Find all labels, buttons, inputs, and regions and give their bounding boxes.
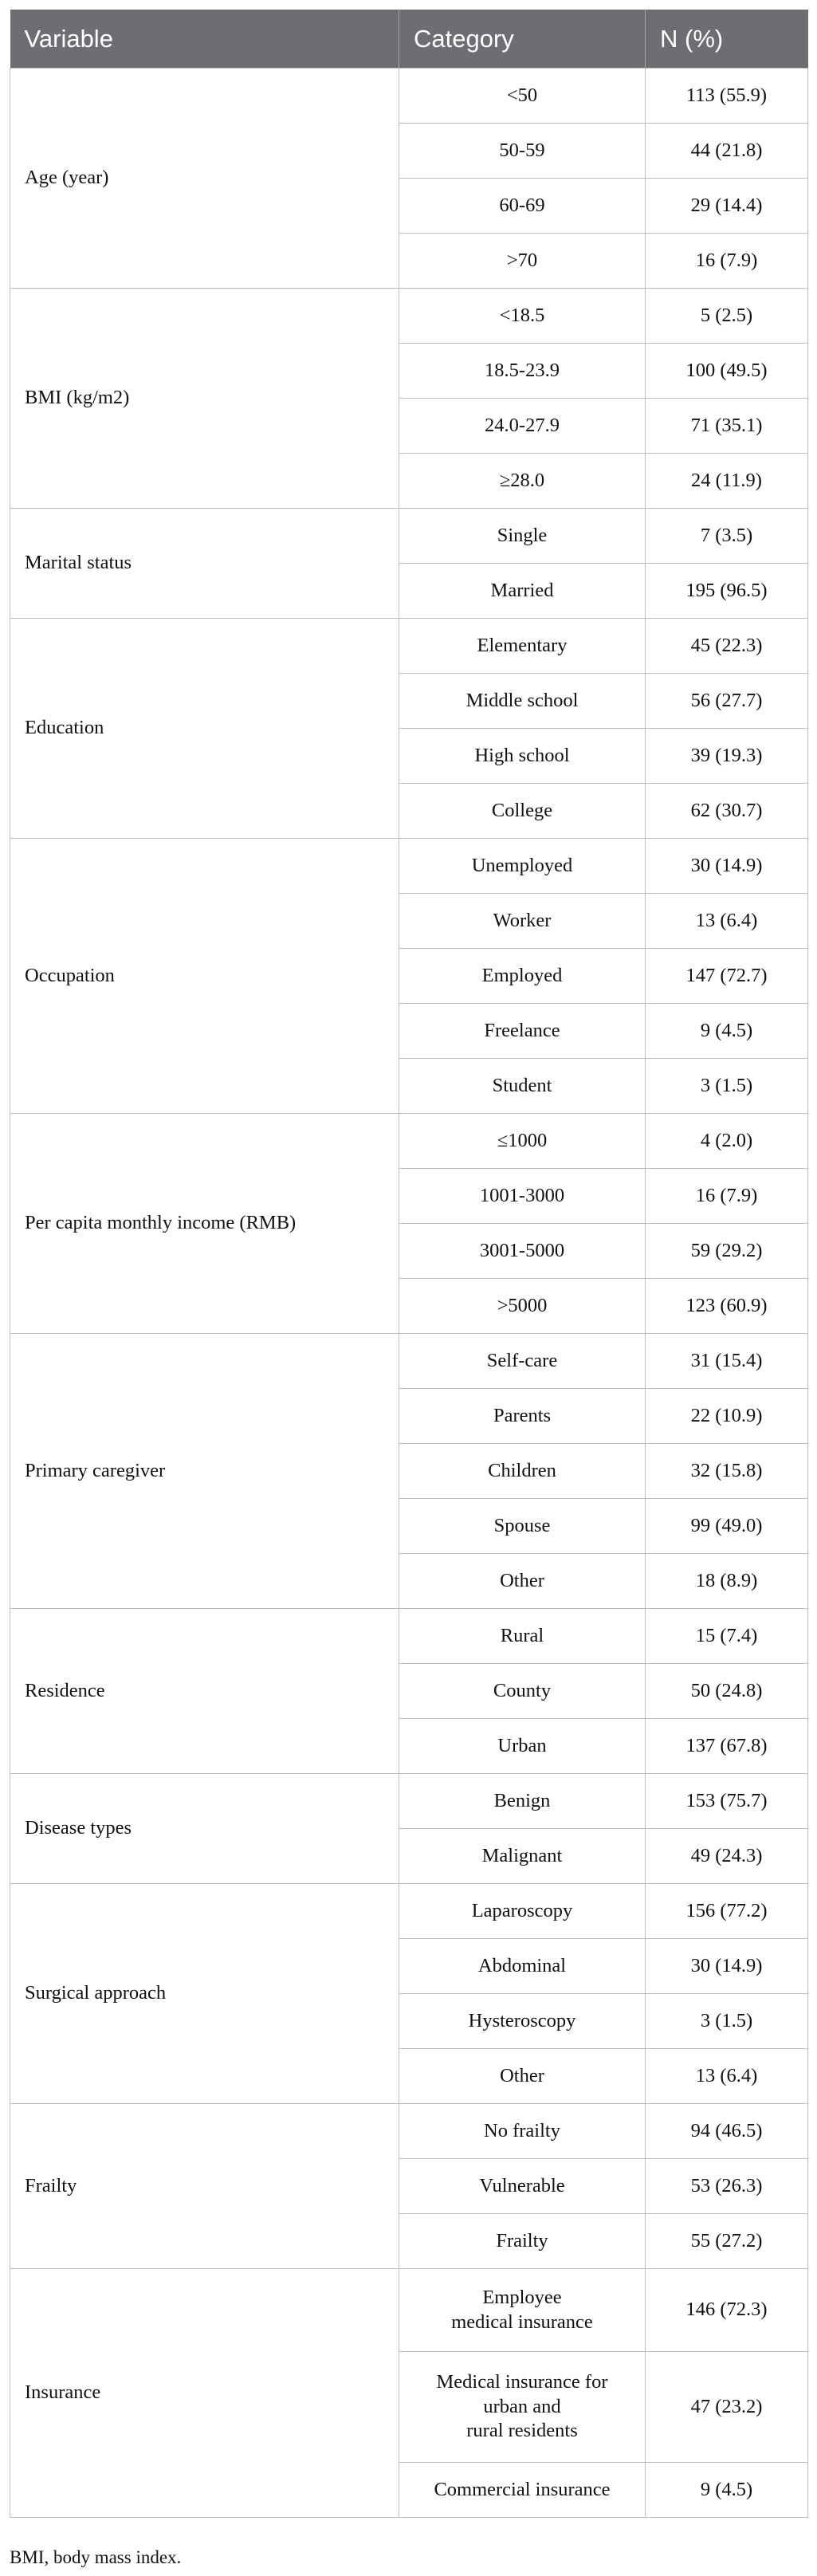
n-percent-cell: 9 (4.5) <box>646 2463 808 2518</box>
category-cell: Elementary <box>399 619 646 674</box>
variable-cell: Marital status <box>10 509 399 619</box>
category-cell: Malignant <box>399 1829 646 1884</box>
header-category: Category <box>399 10 646 69</box>
n-percent-cell: 146 (72.3) <box>646 2269 808 2352</box>
category-cell: Benign <box>399 1774 646 1829</box>
n-percent-cell: 94 (46.5) <box>646 2104 808 2159</box>
n-percent-cell: 30 (14.9) <box>646 839 808 894</box>
category-cell: <50 <box>399 69 646 124</box>
n-percent-cell: 62 (30.7) <box>646 784 808 839</box>
category-cell: Unemployed <box>399 839 646 894</box>
n-percent-cell: 39 (19.3) <box>646 729 808 784</box>
n-percent-cell: 100 (49.5) <box>646 344 808 399</box>
category-cell: Abdominal <box>399 1939 646 1994</box>
category-cell: Self-care <box>399 1334 646 1389</box>
category-cell: Urban <box>399 1719 646 1774</box>
category-cell: ≤1000 <box>399 1114 646 1169</box>
category-cell: Other <box>399 2049 646 2104</box>
table-row <box>10 619 808 674</box>
n-percent-cell: 31 (15.4) <box>646 1334 808 1389</box>
category-cell: Hysteroscopy <box>399 1994 646 2049</box>
n-percent-cell: 45 (22.3) <box>646 619 808 674</box>
n-percent-cell: 137 (67.8) <box>646 1719 808 1774</box>
category-cell: >5000 <box>399 1279 646 1334</box>
category-cell: College <box>399 784 646 839</box>
n-percent-cell: 156 (77.2) <box>646 1884 808 1939</box>
n-percent-cell: 16 (7.9) <box>646 234 808 289</box>
table-row <box>10 1609 808 1664</box>
n-percent-cell: 13 (6.4) <box>646 2049 808 2104</box>
category-cell: 3001-5000 <box>399 1224 646 1279</box>
category-cell: Freelance <box>399 1004 646 1059</box>
category-cell: >70 <box>399 234 646 289</box>
category-cell: ≥28.0 <box>399 454 646 509</box>
category-cell: Vulnerable <box>399 2159 646 2214</box>
demographics-table <box>10 10 808 2518</box>
n-percent-cell: 3 (1.5) <box>646 1994 808 2049</box>
n-percent-cell: 56 (27.7) <box>646 674 808 729</box>
table-footnote: BMI, body mass index. <box>10 2547 182 2567</box>
n-percent-cell: 99 (49.0) <box>646 1499 808 1554</box>
n-percent-cell: 47 (23.2) <box>646 2352 808 2463</box>
n-percent-cell: 16 (7.9) <box>646 1169 808 1224</box>
n-percent-cell: 29 (14.4) <box>646 179 808 234</box>
header-n-percent: N (%) <box>646 10 808 69</box>
n-percent-cell: 53 (26.3) <box>646 2159 808 2214</box>
n-percent-cell: 13 (6.4) <box>646 894 808 949</box>
category-cell: Employee medical insurance <box>399 2269 646 2352</box>
category-cell: Medical insurance for urban and rural residents <box>399 2352 646 2463</box>
category-cell: Commercial insurance <box>399 2463 646 2518</box>
variable-cell: Occupation <box>10 839 399 1114</box>
variable-cell: Education <box>10 619 399 839</box>
table-row <box>10 509 808 564</box>
n-percent-cell: 123 (60.9) <box>646 1279 808 1334</box>
table-row <box>10 2104 808 2159</box>
n-percent-cell: 15 (7.4) <box>646 1609 808 1664</box>
n-percent-cell: 71 (35.1) <box>646 399 808 454</box>
category-cell: Middle school <box>399 674 646 729</box>
variable-cell: Frailty <box>10 2104 399 2269</box>
category-cell: 24.0-27.9 <box>399 399 646 454</box>
category-cell: Spouse <box>399 1499 646 1554</box>
variable-cell: Insurance <box>10 2269 399 2518</box>
table-body <box>10 69 808 2518</box>
category-cell: High school <box>399 729 646 784</box>
category-cell: Children <box>399 1444 646 1499</box>
n-percent-cell: 195 (96.5) <box>646 564 808 619</box>
n-percent-cell: 153 (75.7) <box>646 1774 808 1829</box>
variable-cell: Per capita monthly income (RMB) <box>10 1114 399 1334</box>
n-percent-cell: 24 (11.9) <box>646 454 808 509</box>
n-percent-cell: 32 (15.8) <box>646 1444 808 1499</box>
variable-cell: Primary caregiver <box>10 1334 399 1609</box>
category-cell: Employed <box>399 949 646 1004</box>
category-cell: 18.5-23.9 <box>399 344 646 399</box>
n-percent-cell: 7 (3.5) <box>646 509 808 564</box>
category-cell: 1001-3000 <box>399 1169 646 1224</box>
n-percent-cell: 147 (72.7) <box>646 949 808 1004</box>
n-percent-cell: 30 (14.9) <box>646 1939 808 1994</box>
n-percent-cell: 5 (2.5) <box>646 289 808 344</box>
category-cell: Rural <box>399 1609 646 1664</box>
category-cell: Worker <box>399 894 646 949</box>
n-percent-cell: 3 (1.5) <box>646 1059 808 1114</box>
n-percent-cell: 59 (29.2) <box>646 1224 808 1279</box>
variable-cell: Disease types <box>10 1774 399 1884</box>
table-row <box>10 2269 808 2352</box>
category-cell: No frailty <box>399 2104 646 2159</box>
n-percent-cell: 113 (55.9) <box>646 69 808 124</box>
category-cell: Frailty <box>399 2214 646 2269</box>
variable-cell: Surgical approach <box>10 1884 399 2104</box>
variable-cell: Age (year) <box>10 69 399 289</box>
n-percent-cell: 49 (24.3) <box>646 1829 808 1884</box>
table-row <box>10 1114 808 1169</box>
table-row <box>10 69 808 124</box>
n-percent-cell: 55 (27.2) <box>646 2214 808 2269</box>
table-row <box>10 1334 808 1389</box>
category-cell: Single <box>399 509 646 564</box>
category-cell: <18.5 <box>399 289 646 344</box>
table-row <box>10 1884 808 1939</box>
category-cell: Parents <box>399 1389 646 1444</box>
category-cell: Married <box>399 564 646 619</box>
category-cell: 50-59 <box>399 124 646 179</box>
table-row <box>10 1774 808 1829</box>
variable-cell: BMI (kg/m2) <box>10 289 399 509</box>
n-percent-cell: 50 (24.8) <box>646 1664 808 1719</box>
category-cell: County <box>399 1664 646 1719</box>
n-percent-cell: 22 (10.9) <box>646 1389 808 1444</box>
n-percent-cell: 9 (4.5) <box>646 1004 808 1059</box>
n-percent-cell: 44 (21.8) <box>646 124 808 179</box>
table-row <box>10 289 808 344</box>
table-row <box>10 839 808 894</box>
n-percent-cell: 18 (8.9) <box>646 1554 808 1609</box>
category-cell: Other <box>399 1554 646 1609</box>
header-row <box>10 10 808 69</box>
header-variable: Variable <box>10 10 399 69</box>
n-percent-cell: 4 (2.0) <box>646 1114 808 1169</box>
category-cell: Student <box>399 1059 646 1114</box>
category-cell: 60-69 <box>399 179 646 234</box>
variable-cell: Residence <box>10 1609 399 1774</box>
category-cell: Laparoscopy <box>399 1884 646 1939</box>
